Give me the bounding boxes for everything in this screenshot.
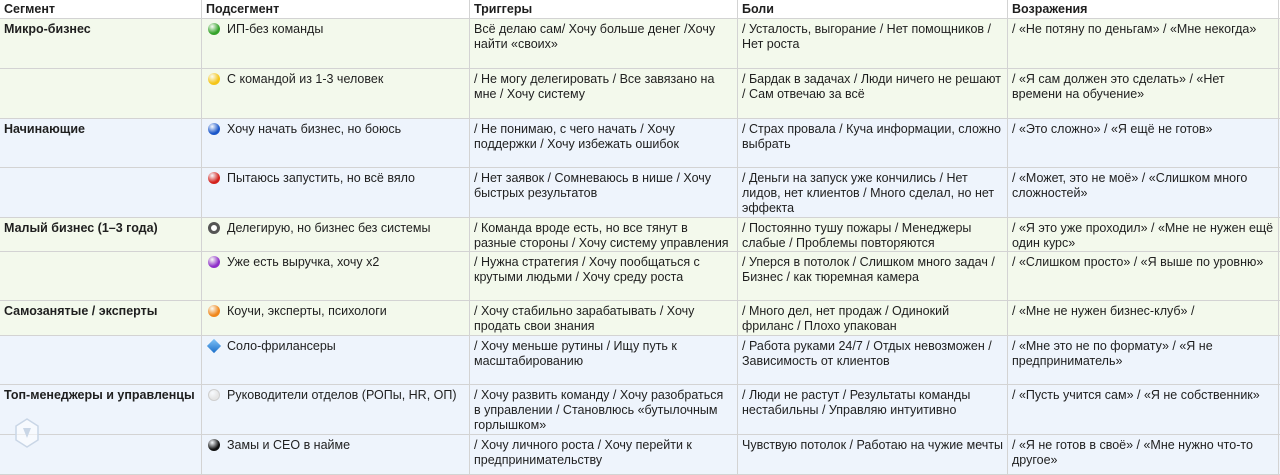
table-row [0, 252, 1280, 301]
pains-cell[interactable]: / Работа руками 24/7 / Отдых невозможен / Зависимость от клиентов [738, 336, 1008, 385]
objections-cell[interactable]: / «Слишком просто» / «Я выше по уровню» [1008, 252, 1279, 301]
header-cell-segment[interactable]: Сегмент [0, 0, 202, 19]
triggers-cell[interactable]: / Хочу стабильно зарабатывать / Хочу продать свои знания [470, 301, 738, 336]
subsegment-label: Пытаюсь запустить, но всё вяло [227, 171, 415, 185]
blue-circle-icon [208, 123, 220, 135]
header-cell-pains[interactable]: Боли [738, 0, 1008, 19]
table-row [0, 336, 1280, 385]
blue-diamond-icon [207, 339, 221, 353]
subsegment-cell[interactable] [202, 435, 470, 475]
pains-cell[interactable]: / Бардак в задачах / Люди ничего не решают / Сам отвечаю за всё [738, 69, 1008, 119]
subsegment-content [206, 171, 465, 186]
segment-cell[interactable] [0, 336, 202, 385]
header-cell-subsegment[interactable]: Подсегмент [202, 0, 470, 19]
subsegment-cell[interactable] [202, 19, 470, 69]
table-row [0, 19, 1280, 69]
header-cell-objections[interactable]: Возражения [1008, 0, 1279, 19]
pains-cell[interactable]: / Деньги на запуск уже кончились / Нет лидов, нет клиентов / Много сделал, но нет эффекта [738, 168, 1008, 218]
objections-cell[interactable]: / «Пусть учится сам» / «Я не собственник» [1008, 385, 1279, 435]
segment-cell[interactable]: Начинающие [0, 119, 202, 168]
subsegment-label: Соло-фрилансеры [227, 339, 336, 353]
subsegment-content [206, 72, 465, 87]
subsegment-content [206, 221, 465, 236]
app-logo-icon [14, 418, 40, 448]
triggers-cell[interactable]: / Не понимаю, с чего начать / Хочу поддержки / Хочу избежать ошибок [470, 119, 738, 168]
segment-cell[interactable]: Самозанятые / эксперты [0, 301, 202, 336]
objections-cell[interactable]: / «Мне не нужен бизнес-клуб» / [1008, 301, 1279, 336]
subsegment-content [206, 255, 465, 270]
green-circle-icon [208, 23, 220, 35]
table-row [0, 218, 1280, 252]
subsegment-label: Замы и CEO в найме [227, 438, 351, 452]
triggers-cell[interactable]: / Хочу личного роста / Хочу перейти к предпринимательству [470, 435, 738, 475]
white-circle-icon [208, 389, 220, 401]
objections-cell[interactable]: / «Я это уже проходил» / «Мне не нужен ещё один курс» [1008, 218, 1279, 252]
subsegment-content [206, 122, 465, 137]
pains-cell[interactable]: / Усталость, выгорание / Нет помощников / Нет роста [738, 19, 1008, 69]
subsegment-cell[interactable] [202, 168, 470, 218]
orange-circle-icon [208, 305, 220, 317]
segment-cell[interactable]: Микро-бизнес [0, 19, 202, 69]
pains-cell[interactable]: / Люди не растут / Результаты команды нестабильны / Управляю интуитивно [738, 385, 1008, 435]
table-row [0, 69, 1280, 119]
subsegment-content [206, 304, 465, 319]
objections-cell[interactable]: / «Я сам должен это сделать» / «Нет времени на обучение» [1008, 69, 1279, 119]
table-row [0, 168, 1280, 218]
triggers-cell[interactable]: / Хочу развить команду / Хочу разобраться в управлении / Становлюсь «бутылочным горлышком» [470, 385, 738, 435]
pains-cell[interactable]: / Много дел, нет продаж / Одинокий фриланс / Плохо упакован [738, 301, 1008, 336]
objections-cell[interactable]: / «Я не готов в своё» / «Мне нужно что-то другое» [1008, 435, 1279, 475]
subsegment-label: Коучи, эксперты, психологи [227, 304, 387, 318]
subsegment-content [206, 438, 465, 453]
objections-cell[interactable]: / «Мне это не по формату» / «Я не предприниматель» [1008, 336, 1279, 385]
subsegment-label: Делегирую, но бизнес без системы [227, 221, 431, 235]
radio-button-icon [208, 222, 220, 234]
objections-cell[interactable]: / «Не потяну по деньгам» / «Мне некогда» [1008, 19, 1279, 69]
subsegment-cell[interactable] [202, 252, 470, 301]
table-row [0, 301, 1280, 336]
subsegment-cell[interactable] [202, 119, 470, 168]
subsegment-cell[interactable] [202, 69, 470, 119]
segment-cell[interactable]: Топ-менеджеры и управленцы [0, 385, 202, 435]
subsegment-cell[interactable] [202, 336, 470, 385]
header-row [0, 0, 1280, 19]
pains-cell[interactable]: Чувствую потолок / Работаю на чужие мечты [738, 435, 1008, 475]
subsegment-content [206, 388, 465, 403]
subsegment-label: Руководители отделов (РОПы, HR, ОП) [227, 388, 457, 402]
subsegment-cell[interactable] [202, 218, 470, 252]
subsegment-label: ИП-без команды [227, 22, 324, 36]
objections-cell[interactable]: / «Это сложно» / «Я ещё не готов» [1008, 119, 1279, 168]
segment-cell[interactable] [0, 168, 202, 218]
header-cell-triggers[interactable]: Триггеры [470, 0, 738, 19]
segment-cell[interactable]: Малый бизнес (1–3 года) [0, 218, 202, 252]
pains-cell[interactable]: / Уперся в потолок / Слишком много задач / Бизнес / как тюремная камера [738, 252, 1008, 301]
triggers-cell[interactable]: / Нет заявок / Сомневаюсь в нише / Хочу быстрых результатов [470, 168, 738, 218]
segment-cell[interactable] [0, 69, 202, 119]
subsegment-content [206, 339, 465, 354]
table-row [0, 435, 1280, 475]
subsegment-cell[interactable] [202, 301, 470, 336]
table-row [0, 119, 1280, 168]
triggers-cell[interactable]: / Команда вроде есть, но все тянут в разные стороны / Хочу систему управления [470, 218, 738, 252]
triggers-cell[interactable]: / Нужна стратегия / Хочу пообщаться с крутыми людьми / Хочу среду роста [470, 252, 738, 301]
subsegment-content [206, 22, 465, 37]
triggers-cell[interactable]: / Хочу меньше рутины / Ищу путь к масштабированию [470, 336, 738, 385]
black-circle-icon [208, 439, 220, 451]
pains-cell[interactable]: / Страх провала / Куча информации, сложно выбрать [738, 119, 1008, 168]
segment-cell[interactable] [0, 252, 202, 301]
subsegment-label: С командой из 1-3 человек [227, 72, 384, 86]
subsegment-cell[interactable] [202, 385, 470, 435]
objections-cell[interactable]: / «Может, это не моё» / «Слишком много сложностей» [1008, 168, 1279, 218]
yellow-circle-icon [208, 73, 220, 85]
table-row [0, 385, 1280, 435]
triggers-cell[interactable]: / Не могу делегировать / Все завязано на мне / Хочу систему [470, 69, 738, 119]
pains-cell[interactable]: / Постоянно тушу пожары / Менеджеры слабые / Проблемы повторяются [738, 218, 1008, 252]
red-circle-icon [208, 172, 220, 184]
triggers-cell[interactable]: Всё делаю сам/ Хочу больше денег /Хочу найти «своих» [470, 19, 738, 69]
subsegment-label: Хочу начать бизнес, но боюсь [227, 122, 402, 136]
subsegment-label: Уже есть выручка, хочу x2 [227, 255, 380, 269]
purple-circle-icon [208, 256, 220, 268]
